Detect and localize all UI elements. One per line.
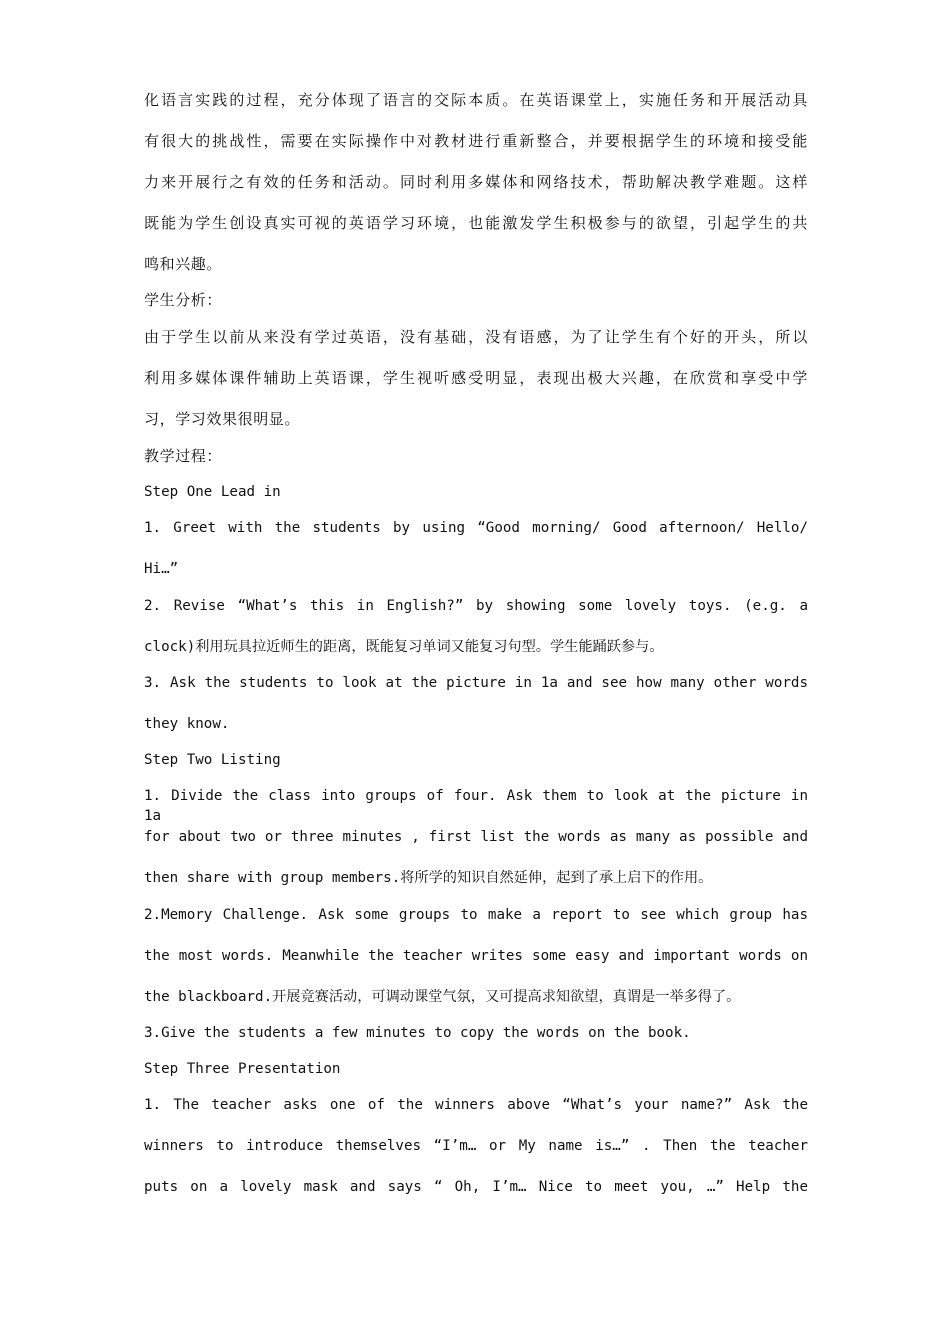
document-line: 由于学生以前从来没有学过英语，没有基础，没有语感，为了让学生有个好的开头，所以 <box>144 328 808 346</box>
document-line: 有很大的挑战性，需要在实际操作中对教材进行重新整合，并要根据学生的环境和接受能 <box>144 132 808 150</box>
document-line: Hi…” <box>144 561 179 577</box>
document-line: Step Three Presentation <box>144 1061 341 1077</box>
document-line: 3.Give the students a few minutes to copy the words on the book. <box>144 1025 691 1041</box>
document-line: the most words. Meanwhile the teacher writes some easy and important words on <box>144 948 808 964</box>
document-line: they know. <box>144 716 230 732</box>
document-line: winners to introduce themselves “I’m… or My name is…” . Then the teacher <box>144 1138 808 1154</box>
document-line: 2. Revise “What’s this in English?” by showing some lovely toys. (e.g. a <box>144 598 808 614</box>
document-line: 学生分析： <box>144 291 223 309</box>
document-line: puts on a lovely mask and says “ Oh, I’m… Nice to meet you, …” Help the <box>144 1179 808 1195</box>
document-line: 2.Memory Challenge. Ask some groups to make a report to see which group has <box>144 907 808 923</box>
document-line: the blackboard.开展竞赛活动，可调动课堂气氛，又可提高求知欲望，真谓是一举多得了。 <box>144 989 741 1005</box>
document-line: 习，学习效果很明显。 <box>144 410 301 428</box>
document-line: 1. Greet with the students by using “Good morning/ Good afternoon/ Hello/ <box>144 520 808 536</box>
document-line: 利用多媒体课件辅助上英语课，学生视听感受明显，表现出极大兴趣，在欣赏和享受中学 <box>144 369 808 387</box>
document-line: Step Two Listing <box>144 752 281 768</box>
document-line: for about two or three minutes , first list the words as many as possible and <box>144 829 808 845</box>
document-line: 既能为学生创设真实可视的英语学习环境，也能激发学生积极参与的欲望，引起学生的共 <box>144 214 808 232</box>
document-line: 1. The teacher asks one of the winners above “What’s your name?” Ask the <box>144 1097 808 1113</box>
document-line: 力来开展行之有效的任务和活动。同时利用多媒体和网络技术，帮助解决教学难题。这样 <box>144 173 808 191</box>
document-line: 化语言实践的过程，充分体现了语言的交际本质。在英语课堂上，实施任务和开展活动具 <box>144 91 808 109</box>
document-line: 鸣和兴趣。 <box>144 255 223 273</box>
document-line: 教学过程： <box>144 447 223 465</box>
document-line: Step One Lead in <box>144 484 281 500</box>
document-line: clock)利用玩具拉近师生的距离，既能复习单词又能复习句型。学生能踊跃参与。 <box>144 639 664 655</box>
document-line: 1. Divide the class into groups of four. Ask them to look at the picture in 1a <box>144 788 808 824</box>
document-line: 3. Ask the students to look at the picture in 1a and see how many other words <box>144 675 808 691</box>
document-line: then share with group members.将所学的知识自然延伸，起到了承上启下的作用。 <box>144 870 713 886</box>
